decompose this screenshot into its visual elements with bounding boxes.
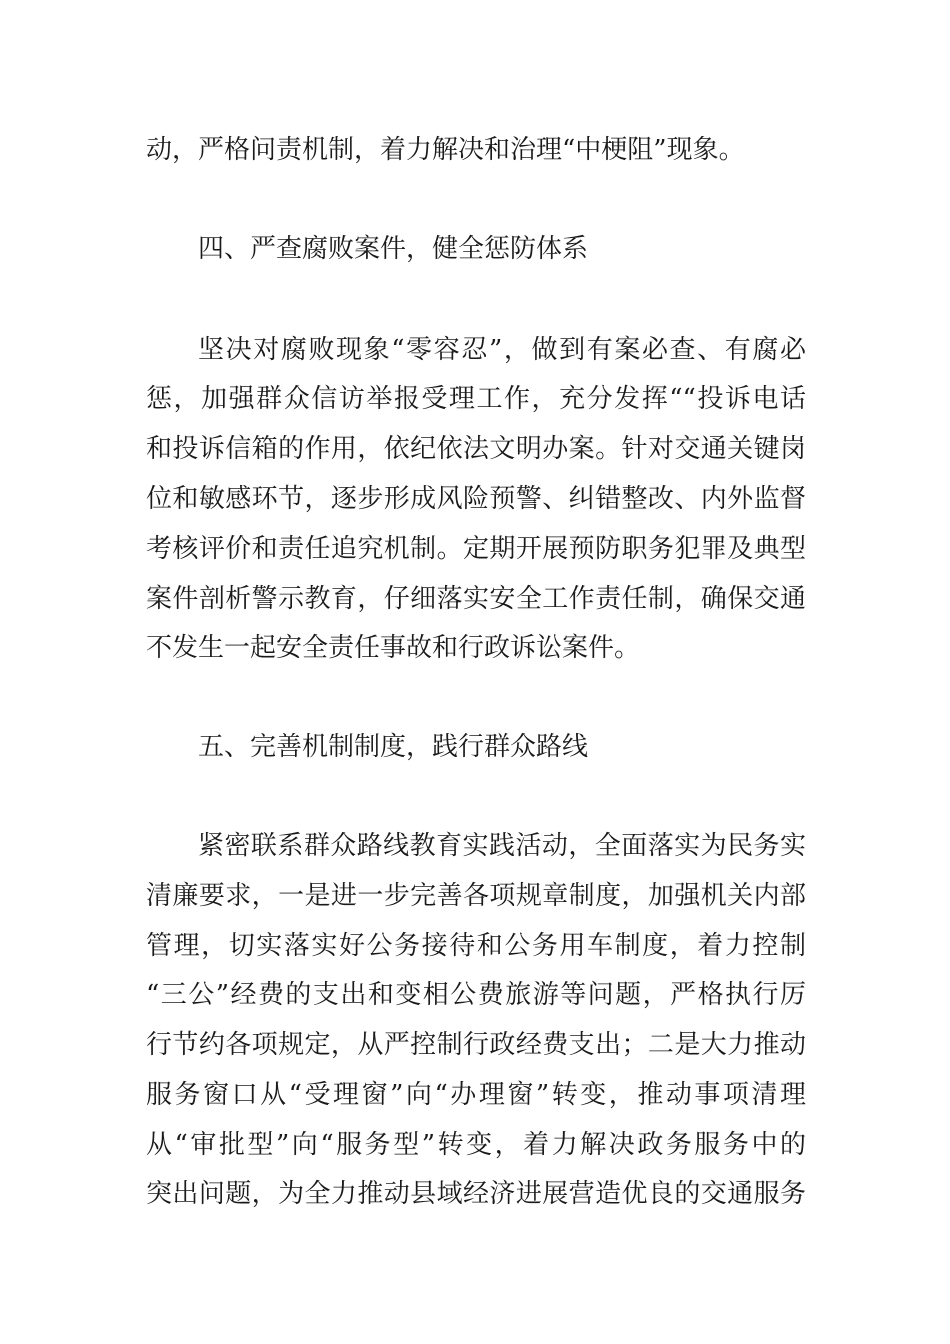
section-heading-4: 四、严查腐败案件，健全惩防体系: [198, 234, 589, 264]
paragraph-5-line: “三公”经费的支出和变相公费旅游等问题，严格执行厉: [146, 980, 806, 1010]
paragraph-4-line: 案件剖析警示教育，仔细落实安全工作责任制，确保交通: [146, 584, 806, 614]
paragraph-5-line: 清廉要求，一是进一步完善各项规章制度，加强机关内部: [146, 881, 806, 911]
paragraph-5-line: 行节约各项规定，从严控制行政经费支出；二是大力推动: [146, 1030, 806, 1060]
paragraph-5-line: 管理，切实落实好公务接待和公务用车制度，着力控制: [146, 931, 806, 961]
paragraph-4-line: 坚决对腐败现象“零容忍”，做到有案必查、有腐必: [198, 335, 806, 365]
paragraph-4-line: 考核评价和责任追究机制。定期开展预防职务犯罪及典型: [146, 534, 806, 564]
paragraph-5-line: 服务窗口从“受理窗”向“办理窗”转变，推动事项清理: [146, 1080, 806, 1110]
paragraph-5-line: 突出问题，为全力推动县域经济进展营造优良的交通服务: [146, 1179, 806, 1209]
paragraph-4-line: 位和敏感环节，逐步形成风险预警、纠错整改、内外监督: [146, 484, 806, 514]
section-heading-5: 五、完善机制制度，践行群众路线: [198, 732, 589, 762]
paragraph-5-line: 紧密联系群众路线教育实践活动，全面落实为民务实: [198, 831, 806, 861]
paragraph-5-line: 从“审批型”向“服务型”转变，着力解决政务服务中的: [146, 1130, 806, 1160]
paragraph-4-line: 不发生一起安全责任事故和行政诉讼案件。: [146, 633, 641, 663]
paragraph-4-line: 和投诉信箱的作用，依纪依法文明办案。针对交通关键岗: [146, 434, 806, 464]
paragraph-continued-line: 动，严格问责机制，着力解决和治理“中梗阻”现象。: [146, 135, 745, 165]
paragraph-4-line: 惩，加强群众信访举报受理工作，充分发挥““投诉电话: [146, 384, 806, 414]
